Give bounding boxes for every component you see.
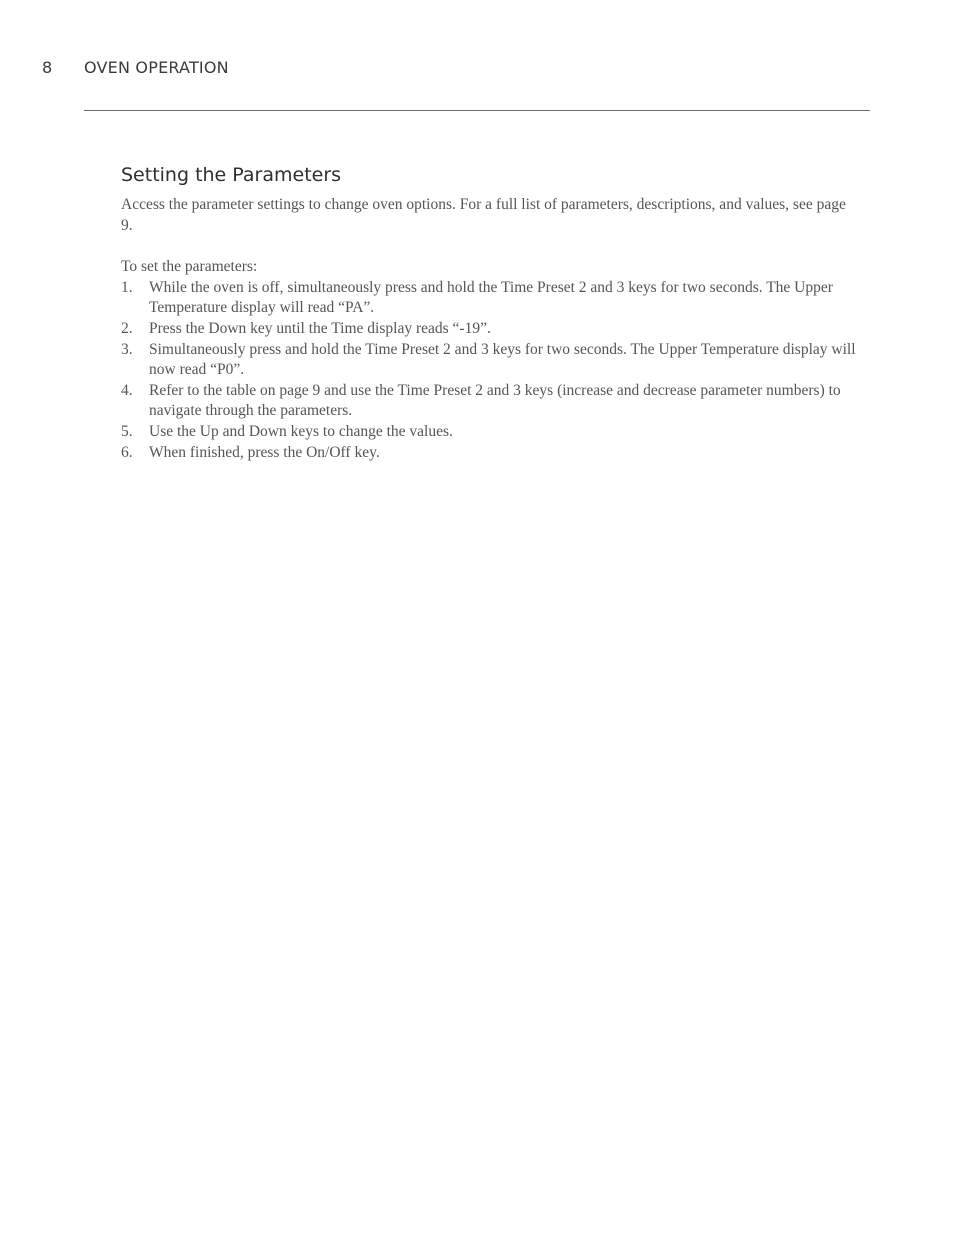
- step-text: Press the Down key until the Time display reads “-19”.: [149, 319, 491, 337]
- step-item: [121, 319, 856, 340]
- step-number: 6.: [121, 443, 133, 461]
- step-item: [121, 381, 856, 422]
- page-number: 8: [42, 58, 53, 77]
- steps-list: [121, 278, 856, 463]
- step-text: Refer to the table on page 9 and use the Time Preset 2 and 3 keys (increase and decrease parameter numbers) to navigate through the parameters.: [149, 381, 841, 420]
- step-text: Use the Up and Down keys to change the values.: [149, 422, 453, 440]
- steps-lead: To set the parameters:: [121, 258, 258, 276]
- section-title: Setting the Parameters: [121, 164, 342, 186]
- step-text: While the oven is off, simultaneously press and hold the Time Preset 2 and 3 keys for two seconds. The Upper Temperature display will read “PA”.: [149, 278, 833, 317]
- page-header: [42, 58, 229, 77]
- step-number: 5.: [121, 422, 133, 440]
- step-number: 2.: [121, 319, 133, 337]
- intro-paragraph: Access the parameter settings to change oven options. For a full list of parameters, descriptions, and values, see page 9.: [121, 196, 846, 234]
- step-item: [121, 443, 856, 464]
- step-number: 3.: [121, 340, 133, 358]
- main-content: [121, 164, 856, 463]
- step-number: 1.: [121, 278, 133, 296]
- step-item: [121, 278, 856, 319]
- step-item: [121, 422, 856, 443]
- header-divider: [84, 110, 870, 111]
- step-number: 4.: [121, 381, 133, 399]
- step-text: When finished, press the On/Off key.: [149, 443, 380, 461]
- section-name: OVEN OPERATION: [84, 58, 229, 77]
- step-item: [121, 340, 856, 381]
- step-text: Simultaneously press and hold the Time Preset 2 and 3 keys for two seconds. The Upper Temperature display will now read “P0”.: [149, 340, 856, 379]
